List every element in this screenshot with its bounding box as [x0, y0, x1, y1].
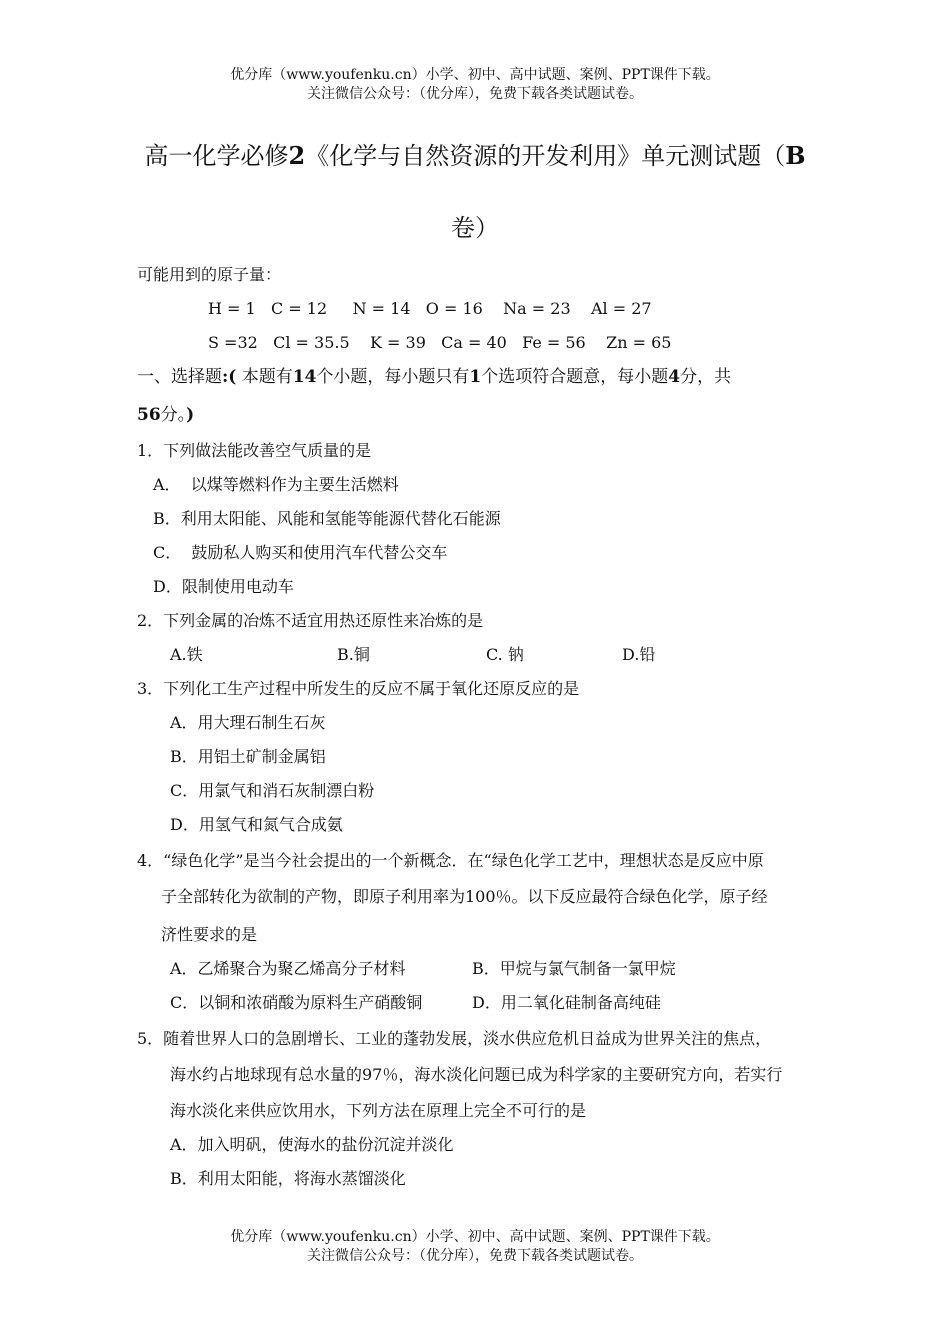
question-3-stem: 3．下列化工生产过程中所发生的反应不属于氧化还原反应的是	[137, 679, 580, 698]
header-line-1: 优分库（www.youfenku.cn）小学、初中、高中试题、案例、PPT课件下载。	[230, 67, 720, 83]
question-5-stem-line-2: 海水约占地球现有总水量的97％，海水淡化问题已成为科学家的主要研究方向，若实行	[170, 1065, 783, 1084]
section-heading	[137, 367, 731, 387]
question-5-stem-line-3: 海水淡化来供应饮用水，下列方法在原理上完全不可行的是	[170, 1101, 587, 1120]
question-1-option-c: C． 鼓励私人购买和使用汽车代替公交车	[153, 543, 448, 562]
question-1-option-b: B．利用太阳能、风能和氢能等能源代替化石能源	[153, 509, 501, 528]
question-2-option-c: C. 钠	[486, 645, 524, 664]
question-1-stem: 1．下列做法能改善空气质量的是	[137, 441, 372, 460]
footer-line-2: 关注微信公众号：（优分库），免费下载各类试题试卷。	[307, 1248, 643, 1264]
section-heading-cont	[137, 405, 194, 425]
question-2-option-a: A.铁	[170, 645, 203, 664]
section-heading-paren: :(	[222, 367, 237, 387]
section-heading-text-4: 个选项符合题意，每小题	[481, 367, 669, 387]
title-volume-letter: B	[785, 141, 806, 170]
points-per-question: 4	[668, 367, 681, 387]
question-4-stem-line-1: 4．“绿色化学”是当今社会提出的一个新概念．在“绿色化学工艺中，理想状态是反应中原	[137, 851, 764, 870]
section-heading-text-2: 本题有	[236, 367, 293, 387]
atomic-mass-row-2: S =32 Cl = 35.5 K = 39 Ca = 40 Fe = 56 Zn = 65	[208, 333, 672, 352]
option-count: 1	[469, 367, 482, 387]
question-count: 14	[292, 367, 317, 387]
atomic-mass-row-1: H = 1 C = 12 N = 14 O = 16 Na = 23 Al = 27	[208, 299, 652, 318]
header-line-2: 关注微信公众号：（优分库），免费下载各类试题试卷。	[307, 86, 643, 102]
title-part-1: 高一化学必修	[144, 142, 289, 170]
question-3-option-a: A．用大理石制生石灰	[170, 713, 326, 732]
question-2-option-d: D.铅	[622, 645, 656, 664]
page-header	[0, 66, 950, 104]
atomic-mass-label: 可能用到的原子量：	[137, 265, 282, 284]
title-part-2: 《化学与自然资源的开发利用》单元测试题（	[305, 142, 786, 170]
section-heading-text-6: 分。	[160, 405, 187, 425]
section-heading-close-paren: )	[186, 405, 195, 425]
question-3-option-d: D．用氢气和氮气合成氨	[170, 815, 343, 834]
total-points: 56	[137, 405, 161, 425]
title-continuation: 卷）	[451, 214, 499, 242]
question-2-stem: 2．下列金属的冶炼不适宜用热还原性来冶炼的是	[137, 611, 484, 630]
page-footer	[0, 1228, 950, 1266]
title-number: 2	[288, 141, 306, 170]
question-5-option-a: A．加入明矾，使海水的盐份沉淀并淡化	[170, 1135, 454, 1154]
footer-line-1: 优分库（www.youfenku.cn）小学、初中、高中试题、案例、PPT课件下载。	[230, 1229, 720, 1245]
question-4-stem-line-2: 子全部转化为欲制的产物，即原子利用率为100％。以下反应最符合绿色化学，原子经	[161, 887, 768, 906]
question-4-option-a: A．乙烯聚合为聚乙烯高分子材料	[170, 959, 406, 978]
question-3-option-c: C．用氯气和消石灰制漂白粉	[170, 781, 375, 800]
page-title	[0, 136, 950, 171]
question-4-option-b: B．甲烷与氯气制备一氯甲烷	[472, 959, 676, 978]
question-1-option-d: D．限制使用电动车	[153, 577, 294, 596]
question-4-stem-line-3: 济性要求的是	[161, 925, 258, 944]
section-heading-text: 一、选择题	[137, 367, 222, 387]
section-heading-text-5: 分，共	[680, 367, 732, 387]
question-4-option-d: D．用二氧化硅制备高纯硅	[472, 993, 661, 1012]
section-heading-text-3: 个小题，每小题只有	[316, 367, 470, 387]
question-4-option-c: C．以铜和浓硝酸为原料生产硝酸铜	[170, 993, 423, 1012]
question-2-option-b: B.铜	[337, 645, 370, 664]
question-5-option-b: B．利用太阳能，将海水蒸馏淡化	[170, 1169, 406, 1188]
question-3-option-b: B．用铝土矿制金属铝	[170, 747, 326, 766]
question-5-stem-line-1: 5．随着世界人口的急剧增长、工业的蓬勃发展，淡水供应危机日益成为世界关注的焦点，	[137, 1029, 772, 1048]
question-1-option-a: A． 以煤等燃料作为主要生活燃料	[153, 475, 399, 494]
